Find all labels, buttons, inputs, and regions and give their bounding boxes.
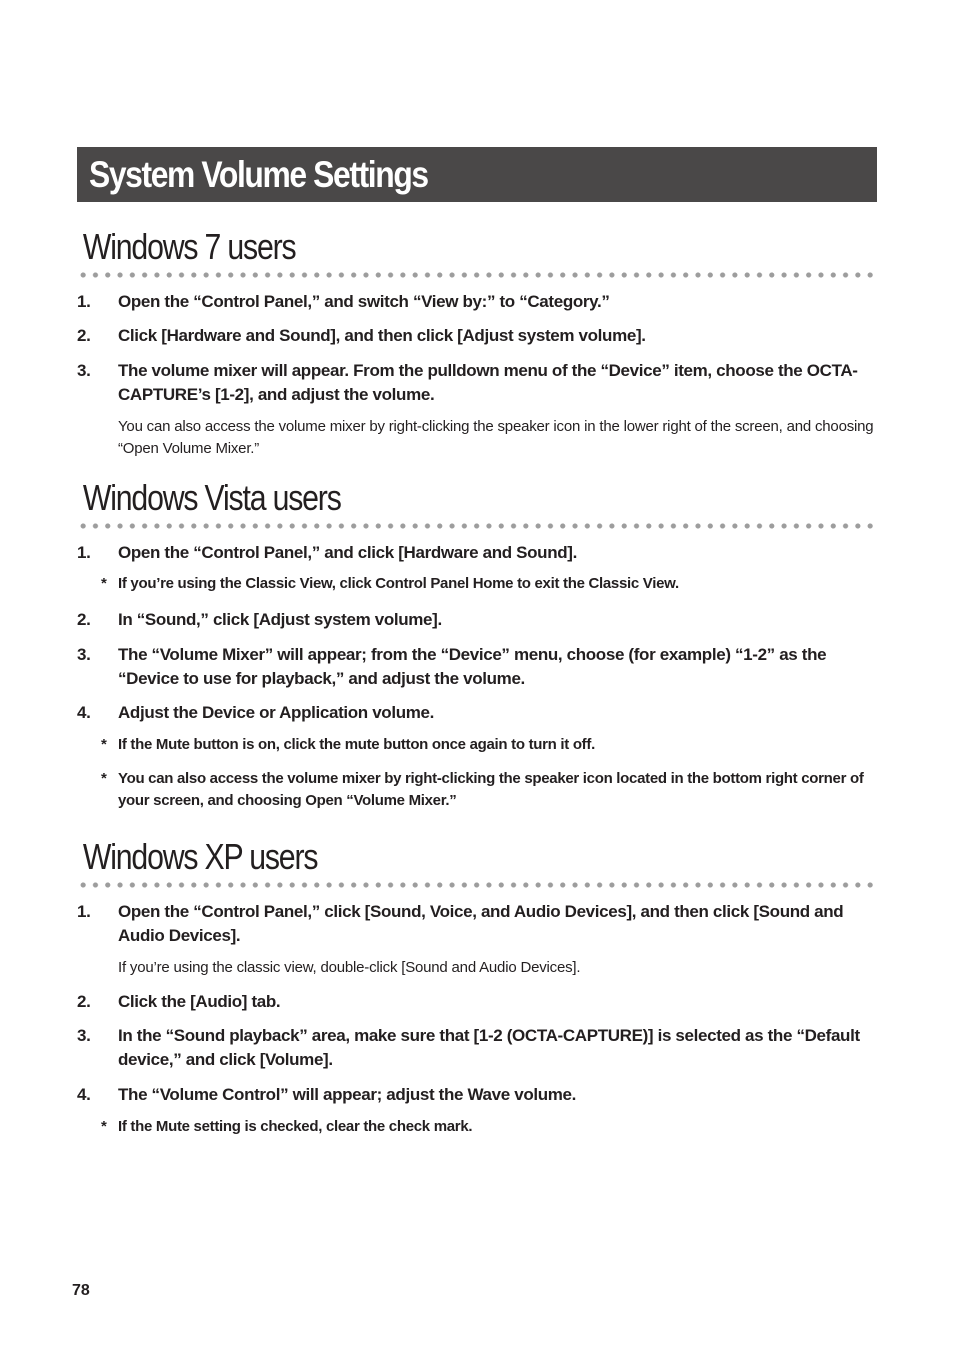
step-number: 4. bbox=[77, 703, 91, 722]
step-item bbox=[77, 324, 877, 348]
step-text: Open the “Control Panel,” and click [Hardware and Sound]. bbox=[118, 543, 577, 562]
asterisk-note-text: If the Mute setting is checked, clear the check mark. bbox=[118, 1118, 473, 1135]
step-number: 1. bbox=[77, 902, 91, 921]
asterisk-note-text: You can also access the volume mixer by right-clicking the speaker icon located in the bottom right corner of your screen, and choosing Open “Volume Mixer.” bbox=[118, 770, 864, 809]
asterisk-mark: * bbox=[101, 770, 107, 787]
step-text: The “Volume Mixer” will appear; from the “Device” menu, choose (for example) “1-2” as the “Device to use for playback,” and adjust the volume. bbox=[118, 645, 827, 688]
note-text: If you’re using the classic view, double-click [Sound and Audio Devices]. bbox=[118, 959, 581, 976]
step-text: In “Sound,” click [Adjust system volume]. bbox=[118, 610, 442, 629]
section-heading-windows-xp: Windows XP users bbox=[82, 836, 318, 877]
step-item bbox=[77, 1024, 877, 1072]
page-title-bar bbox=[77, 147, 877, 202]
step-text: Click the [Audio] tab. bbox=[118, 992, 281, 1011]
step-number: 1. bbox=[77, 292, 91, 311]
note-text: You can also access the volume mixer by right-clicking the speaker icon in the lower right of the screen, and choosing “Open Volume Mixer.” bbox=[118, 418, 874, 457]
section-heading-windows-7: Windows 7 users bbox=[82, 226, 296, 267]
step-text: In the “Sound playback” area, make sure that [1-2 (OCTA-CAPTURE)] is selected as the “Default device,” and click [Volume]. bbox=[118, 1026, 860, 1069]
step-text: The “Volume Control” will appear; adjust the Wave volume. bbox=[118, 1085, 577, 1104]
asterisk-note bbox=[77, 734, 877, 756]
step-number: 3. bbox=[77, 361, 91, 380]
asterisk-mark: * bbox=[101, 736, 107, 753]
asterisk-mark: * bbox=[101, 1118, 107, 1135]
step-item bbox=[77, 900, 877, 948]
section-heading-windows-vista: Windows Vista users bbox=[82, 477, 341, 518]
dotted-divider bbox=[77, 523, 877, 529]
section-windows-vista bbox=[77, 476, 877, 812]
step-text: Open the “Control Panel,” and switch “View by:” to “Category.” bbox=[118, 292, 610, 311]
step-item bbox=[77, 541, 877, 565]
step-text: The volume mixer will appear. From the pulldown menu of the “Device” item, choose the OCTA-CAPTURE’s [1-2], and adjust the volume. bbox=[118, 361, 858, 404]
step-item bbox=[77, 290, 877, 314]
step-item bbox=[77, 643, 877, 691]
step-item bbox=[77, 1083, 877, 1107]
step-number: 2. bbox=[77, 326, 91, 345]
step-number: 2. bbox=[77, 992, 91, 1011]
dotted-divider bbox=[77, 882, 877, 888]
step-text: Click [Hardware and Sound], and then click [Adjust system volume]. bbox=[118, 326, 646, 345]
section-windows-xp bbox=[77, 835, 877, 1138]
step-number: 4. bbox=[77, 1085, 91, 1104]
step-text: Open the “Control Panel,” click [Sound, Voice, and Audio Devices], and then click [Sound and Audio Devices]. bbox=[118, 902, 844, 945]
step-number: 3. bbox=[77, 1026, 91, 1045]
asterisk-note bbox=[77, 768, 877, 812]
page-title: System Volume Settings bbox=[89, 154, 428, 195]
step-item bbox=[77, 990, 877, 1014]
asterisk-note bbox=[77, 573, 877, 595]
page-number: 78 bbox=[72, 1282, 90, 1299]
step-item bbox=[77, 608, 877, 632]
dotted-divider bbox=[77, 272, 877, 278]
asterisk-note-text: If you’re using the Classic View, click Control Panel Home to exit the Classic View. bbox=[118, 575, 679, 592]
asterisk-note bbox=[77, 1116, 877, 1138]
asterisk-note-text: If the Mute button is on, click the mute button once again to turn it off. bbox=[118, 736, 595, 753]
asterisk-mark: * bbox=[101, 575, 107, 592]
step-item bbox=[77, 701, 877, 725]
step-number: 2. bbox=[77, 610, 91, 629]
step-number: 3. bbox=[77, 645, 91, 664]
step-text: Adjust the Device or Application volume. bbox=[118, 703, 434, 722]
section-windows-7 bbox=[77, 225, 877, 460]
step-item bbox=[77, 359, 877, 407]
step-number: 1. bbox=[77, 543, 91, 562]
